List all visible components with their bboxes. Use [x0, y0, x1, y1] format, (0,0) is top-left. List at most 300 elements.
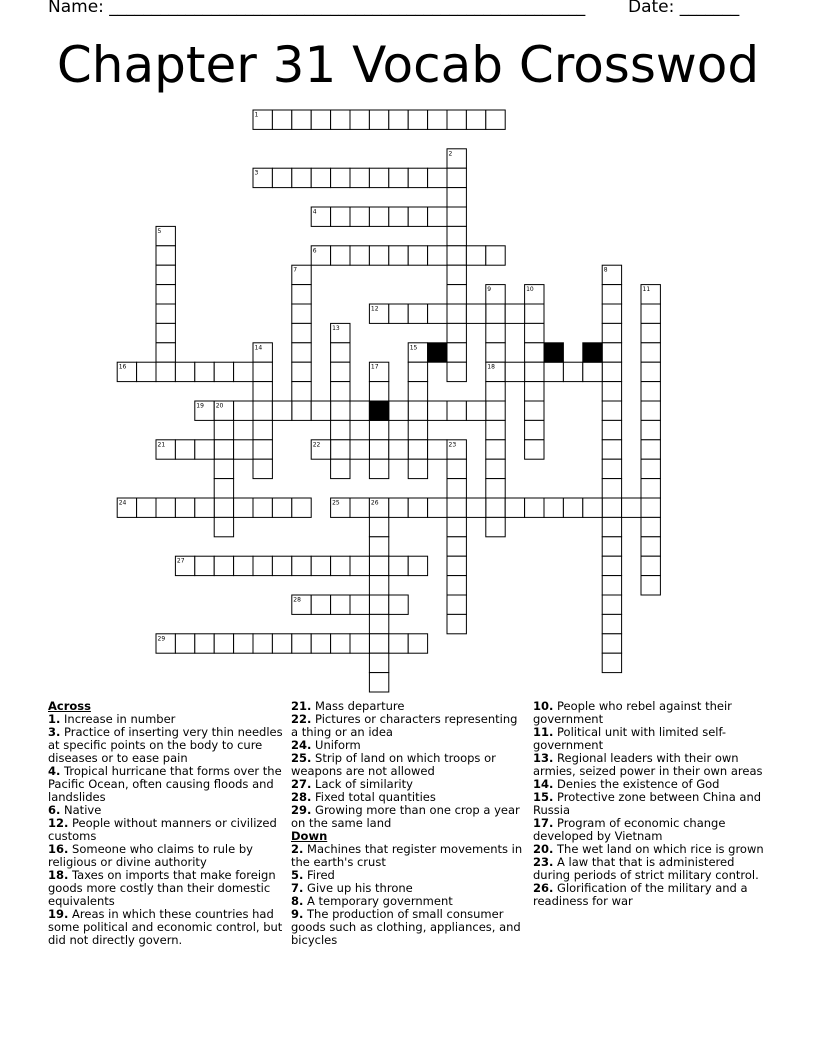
grid-cell[interactable] [175, 440, 194, 459]
grid-cell[interactable] [175, 498, 194, 517]
grid-cell[interactable] [583, 362, 602, 381]
grid-cell[interactable] [369, 614, 388, 633]
clue-number: 17 [370, 363, 379, 371]
grid-cell[interactable] [447, 614, 466, 633]
grid-cell[interactable] [369, 537, 388, 556]
grid-cell[interactable] [641, 323, 660, 342]
grid-cell[interactable] [525, 362, 544, 381]
grid-cell[interactable] [602, 362, 621, 381]
clue-text: Strip of land on which troops or weapons are not allowed [291, 751, 496, 778]
grid-cell[interactable] [331, 556, 350, 575]
grid-cell[interactable] [331, 459, 350, 478]
grid-cell[interactable] [156, 362, 175, 381]
grid-cell[interactable] [292, 110, 311, 129]
grid-cell[interactable] [331, 343, 350, 362]
grid-cell[interactable] [350, 556, 369, 575]
grid-cell[interactable] [641, 382, 660, 401]
grid-cell[interactable] [408, 459, 427, 478]
clue-text: Increase in number [60, 712, 176, 726]
clue [533, 882, 769, 908]
grid-cell[interactable] [428, 401, 447, 420]
clue-text: Pictures or characters representing a thing or an idea [291, 712, 518, 739]
grid-cell[interactable] [505, 304, 524, 323]
grid-cell[interactable] [253, 382, 272, 401]
grid-cell[interactable] [292, 343, 311, 362]
clue-number: 24 [118, 499, 127, 507]
grid-cell[interactable] [641, 459, 660, 478]
grid-cell[interactable] [389, 246, 408, 265]
clue-number: 22 [312, 441, 321, 449]
grid-cell[interactable] [447, 265, 466, 284]
grid-cell[interactable] [389, 595, 408, 614]
grid-cell[interactable] [350, 246, 369, 265]
grid-cell[interactable] [369, 653, 388, 672]
grid-cell[interactable] [602, 653, 621, 672]
grid-cell[interactable] [214, 479, 233, 498]
grid-cell[interactable] [389, 304, 408, 323]
grid-cell[interactable] [331, 440, 350, 459]
grid-cell[interactable] [234, 634, 253, 653]
grid-cell[interactable] [350, 634, 369, 653]
clue-number: 24. [291, 738, 312, 752]
grid-cell[interactable] [447, 246, 466, 265]
grid-cell[interactable] [602, 517, 621, 536]
clue-number: 14. [533, 777, 554, 791]
clue [48, 726, 284, 765]
grid-cell[interactable] [602, 479, 621, 498]
grid-cell[interactable] [408, 634, 427, 653]
grid-cell[interactable] [292, 634, 311, 653]
clue-text: Taxes on imports that make foreign goods more costly than their domestic equivalents [48, 868, 276, 908]
clue [291, 804, 527, 830]
clue-number: 2. [291, 842, 304, 856]
grid-cell[interactable] [331, 401, 350, 420]
grid-cell[interactable] [428, 246, 447, 265]
clue-number: 10 [526, 286, 534, 294]
grid-cell[interactable] [525, 343, 544, 362]
grid-cell[interactable] [272, 556, 291, 575]
black-cell [583, 343, 602, 362]
grid-cell[interactable] [389, 556, 408, 575]
grid-cell[interactable] [369, 595, 388, 614]
grid-cell[interactable] [466, 246, 485, 265]
clue-text: Give up his throne [303, 881, 413, 895]
grid-cell[interactable] [641, 479, 660, 498]
grid-cell[interactable] [292, 556, 311, 575]
grid-cell[interactable] [156, 304, 175, 323]
grid-cell[interactable] [641, 304, 660, 323]
grid-cell[interactable] [602, 556, 621, 575]
grid-cell[interactable] [272, 168, 291, 187]
grid-cell[interactable] [331, 110, 350, 129]
grid-cell[interactable] [602, 440, 621, 459]
grid-cell[interactable] [447, 517, 466, 536]
grid-cell[interactable] [369, 634, 388, 653]
grid-cell[interactable] [350, 401, 369, 420]
grid-cell[interactable] [389, 110, 408, 129]
grid-cell[interactable] [525, 440, 544, 459]
grid-cell[interactable] [641, 420, 660, 439]
grid-cell[interactable] [292, 401, 311, 420]
clue-number: 27 [176, 557, 185, 565]
grid-cell[interactable] [350, 207, 369, 226]
grid-cell[interactable] [408, 556, 427, 575]
grid-cell[interactable] [214, 459, 233, 478]
grid-cell[interactable] [214, 420, 233, 439]
grid-cell[interactable] [602, 343, 621, 362]
grid-cell[interactable] [195, 498, 214, 517]
grid-cell[interactable] [525, 323, 544, 342]
clue-number: 5 [157, 227, 162, 235]
grid-cell[interactable] [214, 556, 233, 575]
grid-cell[interactable] [486, 517, 505, 536]
grid-cell[interactable] [466, 304, 485, 323]
clue-text: People who rebel against their government [533, 699, 732, 726]
grid-cell[interactable] [253, 440, 272, 459]
grid-cell[interactable] [447, 595, 466, 614]
clue-number: 7 [293, 266, 298, 274]
grid-cell[interactable] [544, 362, 563, 381]
grid-cell[interactable] [292, 362, 311, 381]
grid-cell[interactable] [428, 440, 447, 459]
clue-number: 4. [48, 764, 61, 778]
grid-cell[interactable] [525, 382, 544, 401]
grid-cell[interactable] [369, 420, 388, 439]
grid-cell[interactable] [408, 207, 427, 226]
clue-number: 4 [312, 208, 317, 216]
grid-cell[interactable] [641, 440, 660, 459]
clue-number: 11. [533, 725, 554, 739]
grid-cell[interactable] [175, 634, 194, 653]
grid-cell[interactable] [466, 110, 485, 129]
grid-cell[interactable] [253, 420, 272, 439]
grid-cell[interactable] [563, 498, 582, 517]
grid-cell[interactable] [311, 556, 330, 575]
grid-cell[interactable] [156, 343, 175, 362]
clue-number: 28. [291, 790, 312, 804]
grid-cell[interactable] [253, 401, 272, 420]
grid-cell[interactable] [602, 285, 621, 304]
grid-cell[interactable] [525, 304, 544, 323]
grid-cell[interactable] [408, 362, 427, 381]
grid-cell[interactable] [447, 110, 466, 129]
grid-cell[interactable] [428, 207, 447, 226]
grid-cell[interactable] [311, 168, 330, 187]
grid-cell[interactable] [641, 401, 660, 420]
grid-cell[interactable] [447, 343, 466, 362]
grid-cell[interactable] [234, 362, 253, 381]
grid-cell[interactable] [350, 440, 369, 459]
grid-cell[interactable] [311, 110, 330, 129]
clue-text: A law that that is administered during periods of strict military control. [533, 855, 759, 882]
clue [48, 765, 284, 804]
name-blank[interactable]: ________________________________________________________ [109, 0, 586, 17]
grid-cell[interactable] [292, 304, 311, 323]
grid-cell[interactable] [331, 362, 350, 381]
grid-cell[interactable] [369, 517, 388, 536]
grid-cell[interactable] [408, 382, 427, 401]
grid-cell[interactable] [408, 440, 427, 459]
grid-cell[interactable] [486, 479, 505, 498]
clues-column-2 [291, 700, 527, 947]
grid-cell[interactable] [311, 401, 330, 420]
grid-cell[interactable] [389, 401, 408, 420]
grid-cell[interactable] [253, 498, 272, 517]
clue [533, 856, 769, 882]
grid-cell[interactable] [447, 304, 466, 323]
grid-cell[interactable] [447, 401, 466, 420]
grid-cell[interactable] [214, 517, 233, 536]
grid-cell[interactable] [583, 498, 602, 517]
clue-number: 12 [370, 305, 379, 313]
grid-cell[interactable] [311, 595, 330, 614]
grid-cell[interactable] [602, 537, 621, 556]
grid-cell[interactable] [447, 459, 466, 478]
grid-cell[interactable] [331, 382, 350, 401]
grid-cell[interactable] [486, 246, 505, 265]
grid-cell[interactable] [389, 634, 408, 653]
grid-cell[interactable] [447, 168, 466, 187]
clue [48, 843, 284, 869]
clue-text: A temporary government [303, 894, 453, 908]
grid-cell[interactable] [331, 207, 350, 226]
clue [533, 700, 769, 726]
grid-cell[interactable] [486, 440, 505, 459]
grid-cell[interactable] [505, 362, 524, 381]
grid-cell[interactable] [408, 304, 427, 323]
date-blank[interactable]: _______ [679, 0, 740, 17]
clue-number: 19. [48, 907, 69, 921]
grid-cell[interactable] [447, 479, 466, 498]
grid-cell[interactable] [195, 440, 214, 459]
clue-number: 16. [48, 842, 69, 856]
clue-number: 3. [48, 725, 61, 739]
grid-cell[interactable] [486, 382, 505, 401]
grid-cell[interactable] [602, 595, 621, 614]
grid-cell[interactable] [486, 498, 505, 517]
grid-cell[interactable] [253, 459, 272, 478]
grid-cell[interactable] [214, 498, 233, 517]
grid-cell[interactable] [641, 343, 660, 362]
grid-cell[interactable] [447, 226, 466, 245]
grid-cell[interactable] [234, 556, 253, 575]
clue-text: Program of economic change developed by Vietnam [533, 816, 726, 843]
grid-cell[interactable] [563, 362, 582, 381]
clue-number: 3 [254, 169, 259, 177]
grid-cell[interactable] [602, 420, 621, 439]
grid-cell[interactable] [447, 576, 466, 595]
grid-cell[interactable] [389, 440, 408, 459]
grid-cell[interactable] [156, 498, 175, 517]
grid-cell[interactable] [369, 110, 388, 129]
grid-cell[interactable] [214, 362, 233, 381]
grid-cell[interactable] [331, 246, 350, 265]
grid-cell[interactable] [234, 401, 253, 420]
grid-cell[interactable] [408, 420, 427, 439]
grid-cell[interactable] [408, 168, 427, 187]
grid-cell[interactable] [350, 595, 369, 614]
clue [48, 908, 284, 947]
grid-cell[interactable] [369, 673, 388, 692]
clue-text: Denies the existence of God [553, 777, 720, 791]
grid-cell[interactable] [408, 246, 427, 265]
grid-cell[interactable] [234, 440, 253, 459]
grid-cell[interactable] [641, 556, 660, 575]
clue-text: Machines that register movements in the earth's crust [291, 842, 523, 869]
grid-cell[interactable] [331, 168, 350, 187]
clue-number: 10. [533, 699, 554, 713]
clue-text: Tropical hurricane that forms over the Pacific Ocean, often causing floods and landslides [48, 764, 282, 804]
grid-cell[interactable] [253, 634, 272, 653]
clue-number: 25. [291, 751, 312, 765]
clue-number: 15. [533, 790, 554, 804]
grid-cell[interactable] [408, 110, 427, 129]
grid-cell[interactable] [447, 285, 466, 304]
grid-cell[interactable] [214, 440, 233, 459]
grid-cell[interactable] [369, 382, 388, 401]
clue-text: Native [60, 803, 102, 817]
grid-cell[interactable] [602, 614, 621, 633]
grid-cell[interactable] [641, 498, 660, 517]
grid-cell[interactable] [331, 595, 350, 614]
grid-cell[interactable] [408, 401, 427, 420]
clue-number: 16 [118, 363, 127, 371]
grid-cell[interactable] [486, 401, 505, 420]
grid-cell[interactable] [331, 634, 350, 653]
grid-cell[interactable] [641, 362, 660, 381]
grid-cell[interactable] [447, 207, 466, 226]
grid-cell[interactable] [486, 459, 505, 478]
clue-number: 23. [533, 855, 554, 869]
grid-cell[interactable] [389, 498, 408, 517]
grid-cell[interactable] [389, 168, 408, 187]
grid-cell[interactable] [369, 459, 388, 478]
grid-cell[interactable] [486, 304, 505, 323]
clue-number: 18. [48, 868, 69, 882]
grid-cell[interactable] [369, 207, 388, 226]
grid-cell[interactable] [292, 498, 311, 517]
grid-cell[interactable] [466, 401, 485, 420]
grid-cell[interactable] [156, 285, 175, 304]
grid-cell[interactable] [641, 576, 660, 595]
grid-cell[interactable] [447, 537, 466, 556]
grid-cell[interactable] [214, 634, 233, 653]
grid-cell[interactable] [428, 304, 447, 323]
grid-cell[interactable] [428, 168, 447, 187]
clue-number: 19 [196, 402, 204, 410]
grid-cell[interactable] [369, 440, 388, 459]
clue-number: 20. [533, 842, 554, 856]
grid-cell[interactable] [156, 246, 175, 265]
grid-cell[interactable] [486, 323, 505, 342]
grid-cell[interactable] [175, 362, 194, 381]
grid-cell[interactable] [195, 556, 214, 575]
grid-cell[interactable] [602, 576, 621, 595]
grid-cell[interactable] [641, 517, 660, 536]
grid-cell[interactable] [369, 556, 388, 575]
grid-cell[interactable] [602, 498, 621, 517]
grid-cell[interactable] [234, 498, 253, 517]
grid-cell[interactable] [292, 168, 311, 187]
grid-cell[interactable] [525, 420, 544, 439]
grid-cell[interactable] [292, 323, 311, 342]
grid-cell[interactable] [486, 110, 505, 129]
grid-cell[interactable] [311, 634, 330, 653]
grid-cell[interactable] [641, 537, 660, 556]
clue [533, 817, 769, 843]
grid-cell[interactable] [272, 634, 291, 653]
grid-cell[interactable] [350, 498, 369, 517]
grid-cell[interactable] [602, 634, 621, 653]
grid-cell[interactable] [622, 498, 641, 517]
grid-cell[interactable] [447, 323, 466, 342]
date-label: Date: [628, 0, 680, 17]
grid-cell[interactable] [292, 382, 311, 401]
grid-cell[interactable] [486, 420, 505, 439]
grid-cell[interactable] [369, 168, 388, 187]
grid-cell[interactable] [156, 323, 175, 342]
grid-cell[interactable] [369, 576, 388, 595]
grid-cell[interactable] [602, 382, 621, 401]
grid-cell[interactable] [602, 459, 621, 478]
grid-cell[interactable] [369, 246, 388, 265]
clue-number: 5. [291, 868, 304, 882]
grid-cell[interactable] [544, 498, 563, 517]
grid-cell[interactable] [602, 304, 621, 323]
clue-number: 25 [332, 499, 340, 507]
grid-cell[interactable] [389, 207, 408, 226]
grid-cell[interactable] [272, 498, 291, 517]
grid-cell[interactable] [447, 362, 466, 381]
grid-cell[interactable] [350, 110, 369, 129]
clue-number: 17. [533, 816, 554, 830]
grid-cell[interactable] [486, 343, 505, 362]
grid-cell[interactable] [253, 362, 272, 381]
grid-cell[interactable] [195, 634, 214, 653]
grid-cell[interactable] [602, 401, 621, 420]
grid-cell[interactable] [272, 110, 291, 129]
grid-cell[interactable] [137, 362, 156, 381]
clue-text: Fired [303, 868, 335, 882]
grid-cell[interactable] [292, 285, 311, 304]
grid-cell[interactable] [156, 265, 175, 284]
grid-cell[interactable] [447, 498, 466, 517]
grid-cell[interactable] [428, 498, 447, 517]
clue-number: 6 [312, 247, 317, 255]
grid-cell[interactable] [137, 498, 156, 517]
grid-cell[interactable] [466, 498, 485, 517]
grid-cell[interactable] [350, 168, 369, 187]
grid-cell[interactable] [272, 401, 291, 420]
grid-cell[interactable] [447, 188, 466, 207]
grid-cell[interactable] [525, 401, 544, 420]
clue-text: Uniform [311, 738, 361, 752]
grid-cell[interactable] [447, 556, 466, 575]
grid-cell[interactable] [408, 498, 427, 517]
clue-text: Protective zone between China and Russia [533, 790, 762, 817]
grid-cell[interactable] [428, 110, 447, 129]
grid-cell[interactable] [195, 362, 214, 381]
grid-cell[interactable] [505, 498, 524, 517]
clue-text: The wet land on which rice is grown [553, 842, 764, 856]
clue-number: 26. [533, 881, 554, 895]
grid-cell[interactable] [602, 323, 621, 342]
clues-column-1 [48, 700, 284, 947]
clue-text: Fixed total quantities [311, 790, 436, 804]
grid-cell[interactable] [331, 420, 350, 439]
grid-cell[interactable] [525, 498, 544, 517]
grid-cell[interactable] [253, 556, 272, 575]
